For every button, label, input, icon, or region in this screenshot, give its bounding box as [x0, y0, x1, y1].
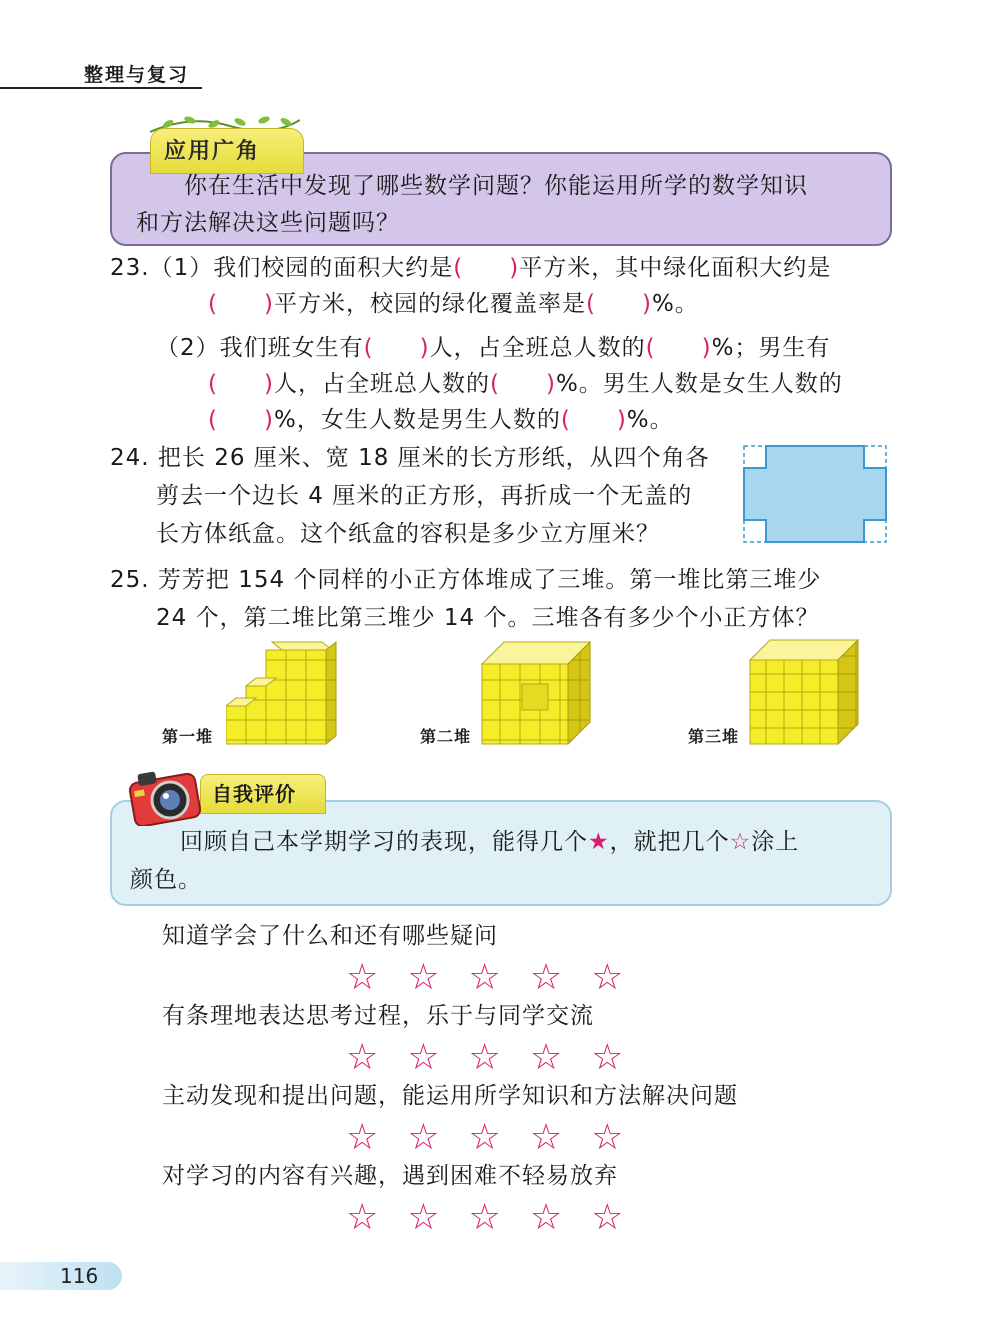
q25-number: 25.	[110, 567, 150, 593]
pile-3-cubes-image	[748, 638, 860, 746]
eval-item-2-stars[interactable]: ☆☆☆☆☆	[346, 1037, 653, 1078]
camera-icon	[128, 764, 206, 826]
pile-1-cubes-image	[226, 640, 338, 746]
q23-line-4: ( )人，占全班总人数的( )%。男生人数是女生人数的	[208, 371, 843, 397]
q23-line-3: （2）我们班女生有( )人，占全班总人数的( )%；男生有	[156, 335, 831, 361]
answer-blank[interactable]: ( )	[453, 255, 520, 281]
answer-blank[interactable]: ( )	[645, 335, 712, 361]
q23-line-1: 23.（1）我们校园的面积大约是( )平方米，其中绿化面积大约是	[110, 255, 832, 281]
eval-item-4-stars[interactable]: ☆☆☆☆☆	[346, 1197, 653, 1238]
filled-star-icon: ★	[588, 829, 610, 855]
answer-blank[interactable]: ( )	[560, 407, 627, 433]
answer-blank[interactable]: ( )	[208, 291, 274, 317]
q25-line-1: 25. 芳芳把 154 个同样的小正方体堆成了三堆。第一堆比第三堆少	[110, 567, 822, 593]
eval-item-3-text: 主动发现和提出问题，能运用所学知识和方法解决问题	[162, 1083, 738, 1109]
answer-blank[interactable]: ( )	[208, 407, 274, 433]
q23-number: 23.	[110, 255, 150, 281]
q25-line-2: 24 个，第二堆比第三堆少 14 个。三堆各有多少个小正方体？	[156, 605, 820, 631]
pile-2-label: 第二堆	[420, 727, 472, 746]
pile-2-cubes-image	[480, 640, 592, 746]
eval-item-4-text: 对学习的内容有兴趣，遇到困难不轻易放弃	[162, 1163, 618, 1189]
answer-blank[interactable]: ( )	[489, 371, 556, 397]
q24-line-2: 剪去一个边长 4 厘米的正方形，再折成一个无盖的	[156, 483, 693, 509]
section-header-title: 整理与复习	[84, 64, 190, 86]
q23-line-5: ( )%，女生人数是男生人数的( )%。	[208, 407, 674, 433]
cut-paper-diagram	[742, 444, 888, 544]
apply-text-line-2: 和方法解决这些问题吗？	[136, 210, 400, 236]
eval-title: 自我评价	[212, 782, 296, 806]
apply-title: 应用广角	[164, 139, 261, 164]
eval-item-1-stars[interactable]: ☆☆☆☆☆	[346, 957, 653, 998]
eval-text-line-1: 回顾自己本学期学习的表现，能得几个★，就把几个☆涂上	[180, 829, 800, 855]
empty-star-icon: ☆	[729, 829, 752, 855]
page-number: 116	[60, 1264, 99, 1288]
header-rule	[0, 87, 202, 89]
q23-line-2: ( )平方米，校园的绿化覆盖率是( )%。	[208, 291, 699, 317]
q24-number: 24.	[110, 445, 150, 471]
apply-text-line-1: 你在生活中发现了哪些数学问题？你能运用所学的数学知识	[184, 173, 808, 199]
eval-text-line-2: 颜色。	[130, 867, 202, 893]
answer-blank[interactable]: ( )	[208, 371, 274, 397]
eval-item-3-stars[interactable]: ☆☆☆☆☆	[346, 1117, 653, 1158]
pile-1-label: 第一堆	[162, 727, 214, 746]
pile-3-label: 第三堆	[688, 727, 740, 746]
eval-item-2-text: 有条理地表达思考过程，乐于与同学交流	[162, 1003, 594, 1029]
answer-blank[interactable]: ( )	[363, 335, 430, 361]
q24-line-3: 长方体纸盒。这个纸盒的容积是多少立方厘米？	[156, 521, 660, 547]
q24-line-1: 24. 把长 26 厘米、宽 18 厘米的长方形纸，从四个角各	[110, 445, 710, 471]
eval-item-1-text: 知道学会了什么和还有哪些疑问	[162, 923, 498, 949]
answer-blank[interactable]: ( )	[585, 291, 652, 317]
